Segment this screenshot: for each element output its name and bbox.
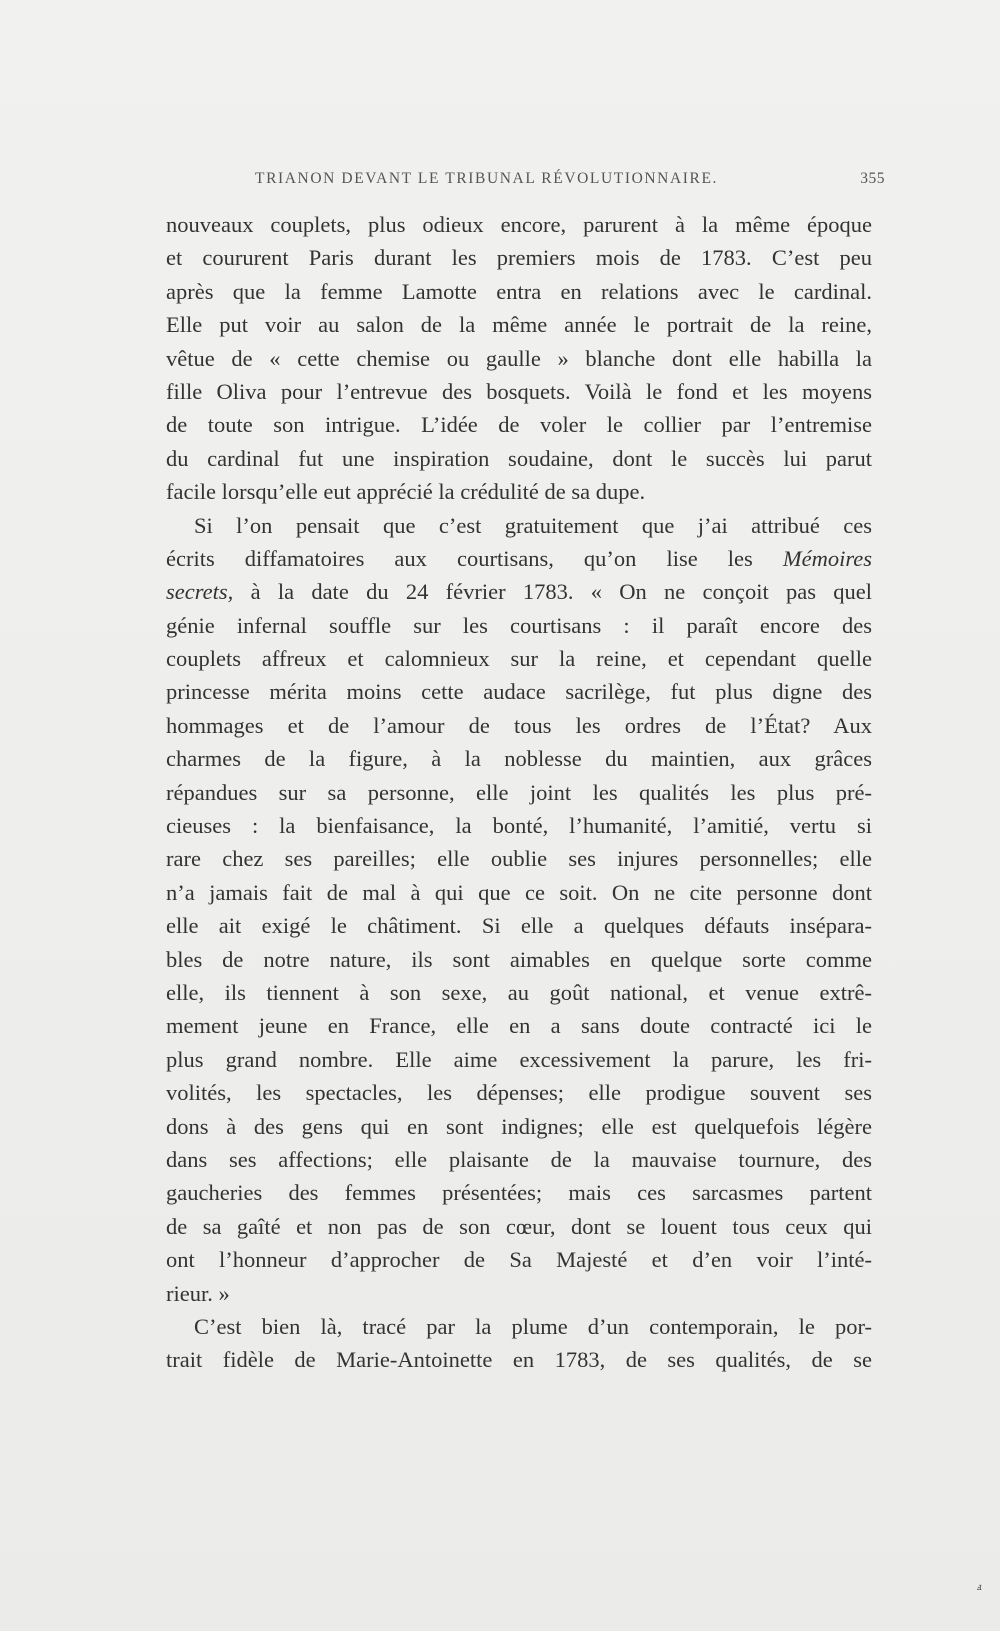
text-line: du cardinal fut une inspiration soudaine, dont le succès lui parut bbox=[166, 445, 872, 471]
text-line: charmes de la figure, à la noblesse du maintien, aux grâces bbox=[166, 746, 872, 772]
text-line bbox=[166, 542, 872, 575]
text-line: Elle put voir au salon de la même année le portrait de la reine, bbox=[166, 312, 872, 338]
text-line-part: à la date du 24 février 1783. « On ne conçoit pas quel bbox=[250, 579, 873, 605]
text-line: répandues sur sa personne, elle joint les qualités les plus pré- bbox=[166, 779, 872, 805]
text-line: après que la femme Lamotte entra en relations avec le cardinal. bbox=[166, 278, 872, 304]
text-line: gaucheries des femmes présentées; mais ces sarcasmes partent bbox=[166, 1180, 872, 1206]
text-line: rare chez ses pareilles; elle oublie ses injures personnelles; elle bbox=[166, 846, 872, 872]
text-line: facile lorsqu’elle eut apprécié la crédulité de sa dupe. bbox=[166, 479, 646, 505]
text-line: dons à des gens qui en sont indignes; elle est quelquefois légère bbox=[166, 1113, 872, 1139]
running-head bbox=[255, 170, 885, 192]
text-line: C’est bien là, tracé par la plume d’un contemporain, le por- bbox=[194, 1313, 872, 1339]
body-text bbox=[166, 208, 872, 1377]
text-line: rieur. » bbox=[166, 1280, 230, 1306]
text-line: et coururent Paris durant les premiers mois de 1783. C’est peu bbox=[166, 245, 872, 271]
text-line: Si l’on pensait que c’est gratuitement que j’ai attribué ces bbox=[194, 512, 872, 538]
text-line: princesse mérita moins cette audace sacrilège, fut plus digne des bbox=[166, 679, 872, 705]
text-line: nouveaux couplets, plus odieux encore, parurent à la même époque bbox=[166, 212, 872, 237]
text-line: hommages et de l’amour de tous les ordres de l’État? Aux bbox=[166, 712, 872, 738]
text-line: de toute son intrigue. L’idée de voler le collier par l’entremise bbox=[166, 412, 872, 438]
text-line: dans ses affections; elle plaisante de la mauvaise tournure, des bbox=[166, 1146, 872, 1172]
text-line: cieuses : la bienfaisance, la bonté, l’humanité, l’amitié, vertu si bbox=[166, 813, 872, 839]
running-head-title: TRIANON DEVANT LE TRIBUNAL RÉVOLUTIONNAIRE. bbox=[255, 170, 719, 187]
text-line: mement jeune en France, elle en a sans doute contracté ici le bbox=[166, 1013, 872, 1039]
text-line: vêtue de « cette chemise ou gaulle » blanche dont elle habilla la bbox=[166, 345, 872, 371]
text-line: de sa gaîté et non pas de son cœur, dont se louent tous ceux qui bbox=[166, 1213, 872, 1239]
book-title-italic: secrets, bbox=[166, 579, 234, 605]
text-line: elle, ils tiennent à son sexe, au goût national, et venue extrê- bbox=[166, 979, 872, 1005]
text-line: bles de notre nature, ils sont aimables en quelque sorte comme bbox=[166, 946, 872, 972]
text-line: fille Oliva pour l’entrevue des bosquets. Voilà le fond et les moyens bbox=[166, 378, 872, 404]
text-line: volités, les spectacles, les dépenses; elle prodigue souvent ses bbox=[166, 1080, 872, 1106]
text-line: plus grand nombre. Elle aime excessivement la parure, les fri- bbox=[166, 1046, 872, 1072]
page-number: 355 bbox=[860, 170, 885, 187]
text-line: génie infernal souffle sur les courtisans : il paraît encore des bbox=[166, 612, 872, 638]
text-line: trait fidèle de Marie-Antoinette en 1783, de ses qualités, de se bbox=[166, 1347, 872, 1373]
text-line: n’a jamais fait de mal à qui que ce soit. On ne cite personne dont bbox=[166, 879, 872, 905]
book-title-italic: Mémoires bbox=[782, 545, 873, 571]
text-line-part: écrits diffamatoires aux courtisans, qu’on lise les bbox=[166, 545, 753, 571]
text-line: couplets affreux et calomnieux sur la reine, et cependant quelle bbox=[166, 646, 872, 672]
text-line: elle ait exigé le châtiment. Si elle a quelques défauts insépara- bbox=[166, 913, 872, 939]
text-line: ont l’honneur d’approcher de Sa Majesté et d’en voir l’inté- bbox=[166, 1247, 872, 1273]
text-line bbox=[166, 575, 872, 608]
corner-mark: ⅎ bbox=[976, 1582, 982, 1593]
